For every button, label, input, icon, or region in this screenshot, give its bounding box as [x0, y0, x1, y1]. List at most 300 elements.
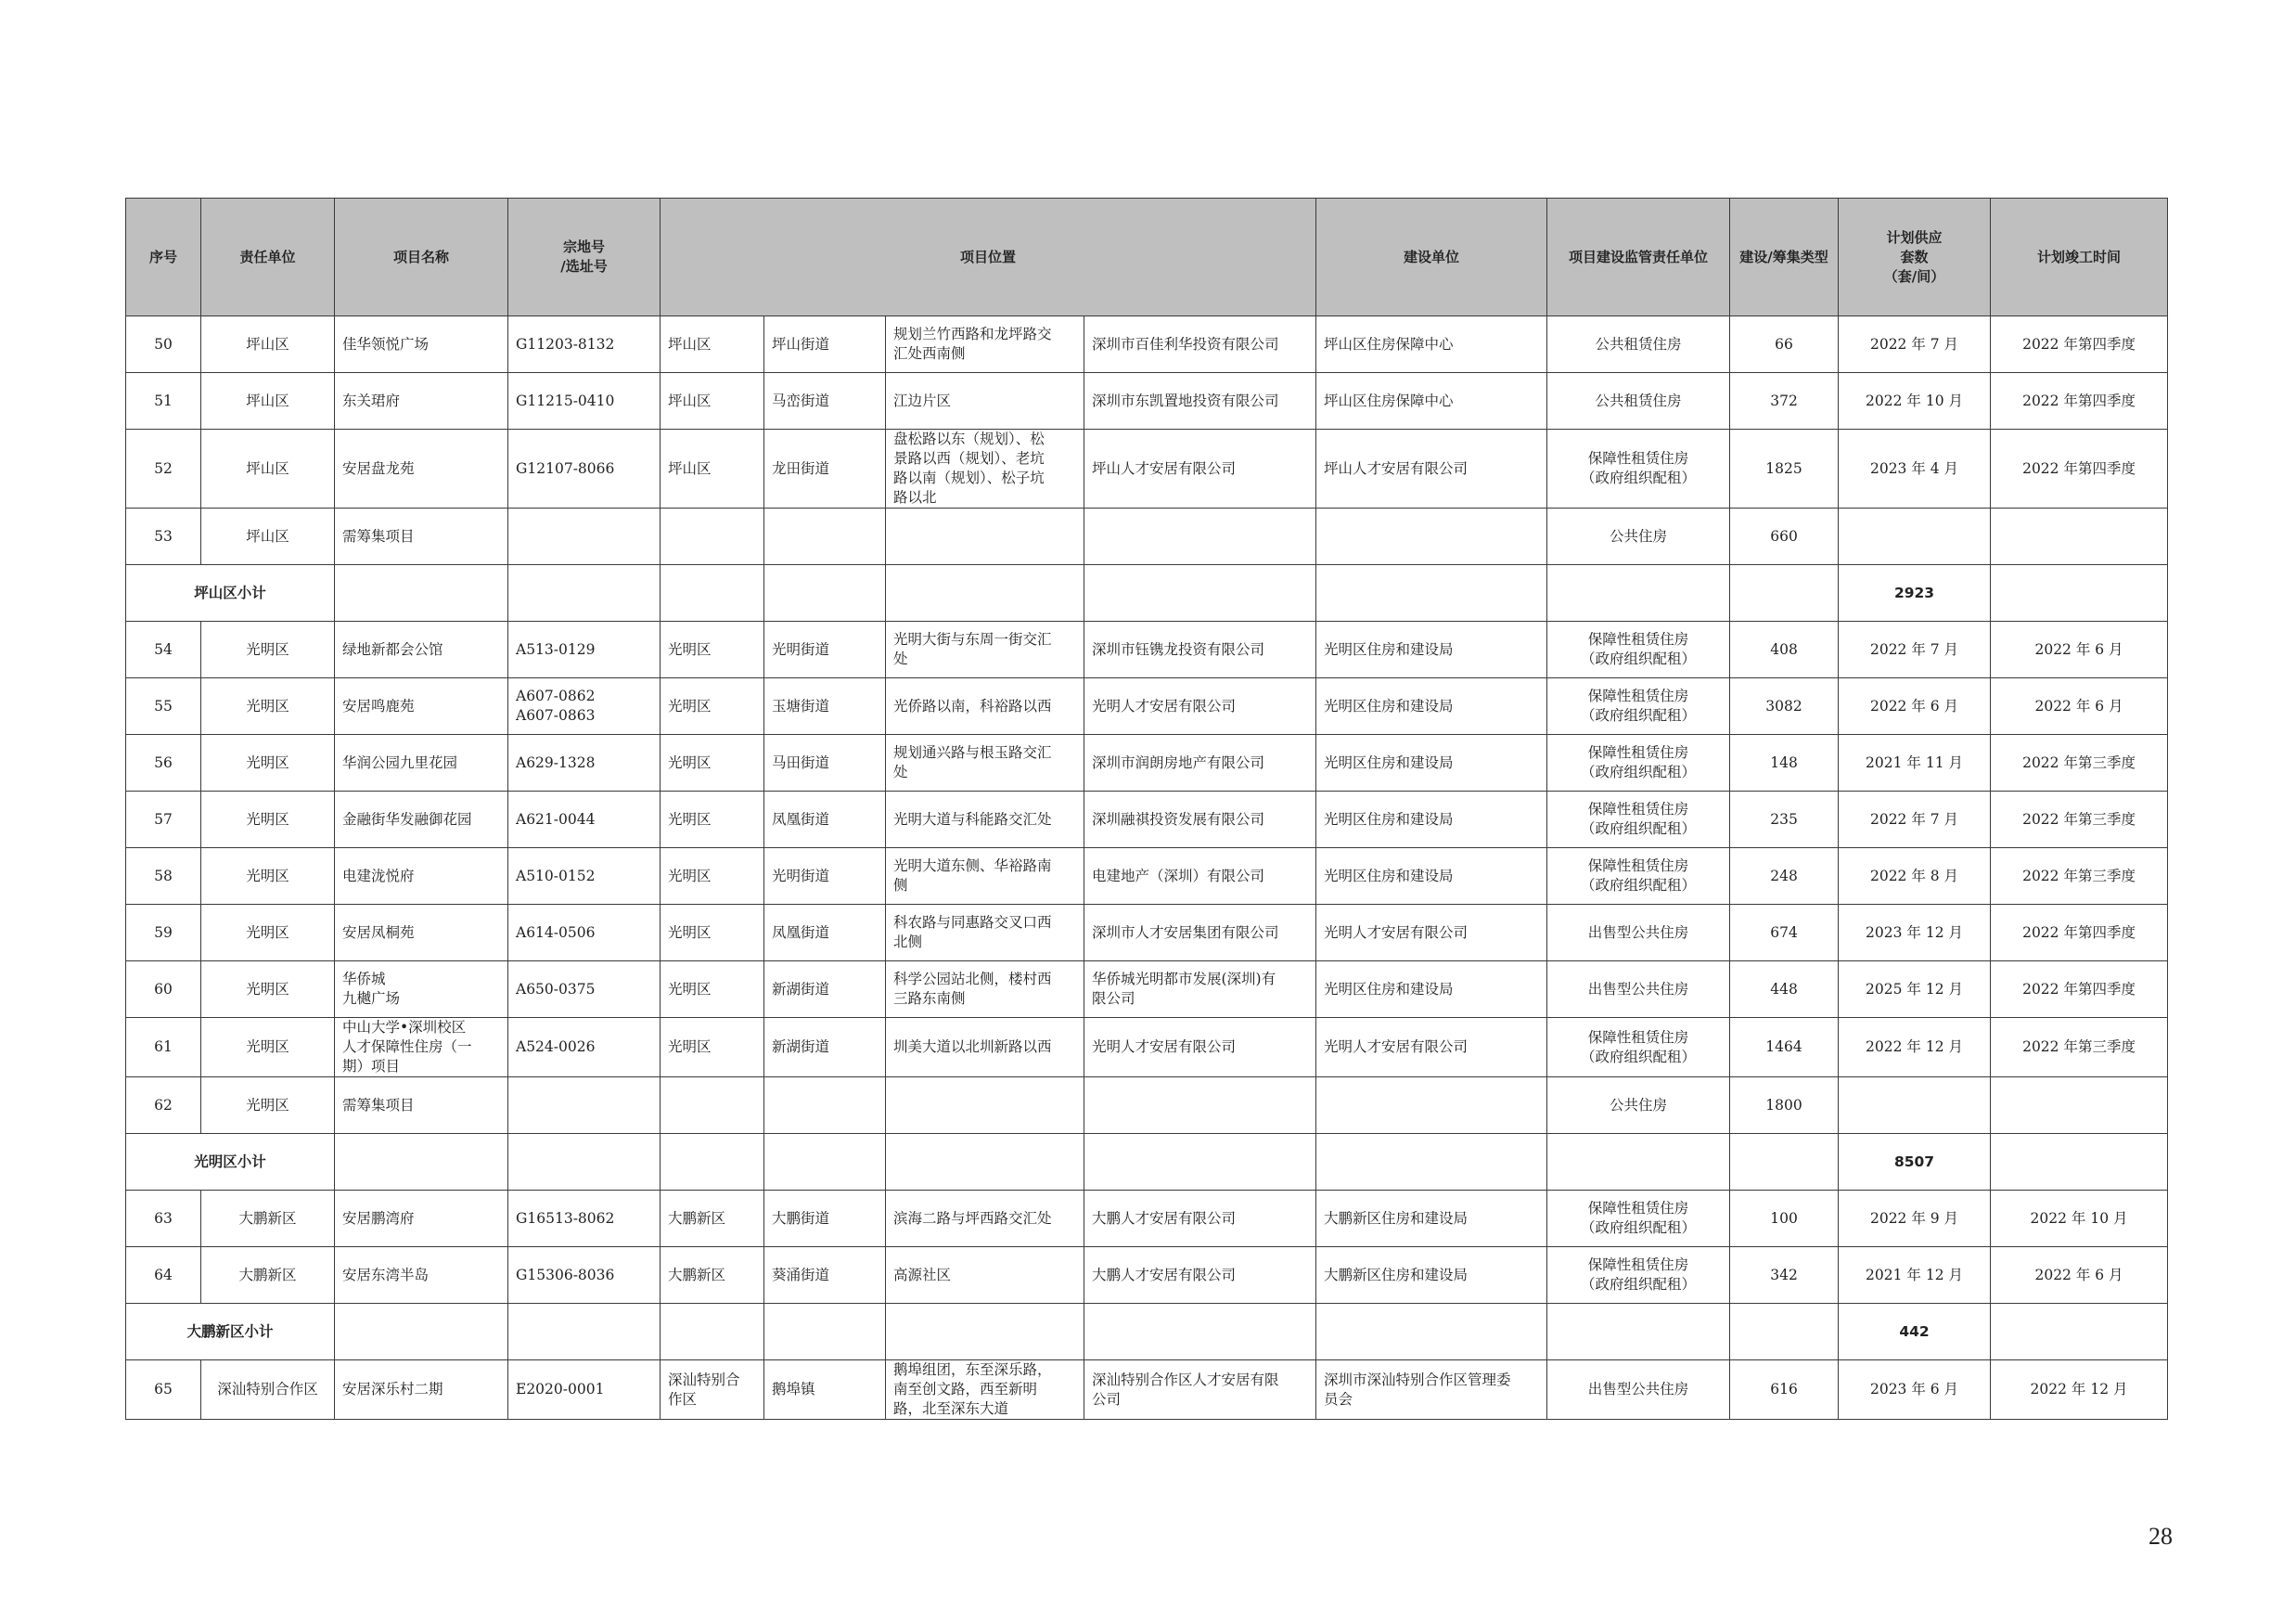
- cell-type: [1547, 1360, 1730, 1420]
- cell-supervisor: [1316, 1077, 1547, 1134]
- cell-supervisor-line: 坪山人才安居有限公司: [1324, 459, 1469, 477]
- cell-parcel-line: G16513-8062: [516, 1209, 615, 1227]
- cell-units: 3082: [1730, 678, 1839, 735]
- cell-type-line: 出售型公共住房: [1587, 980, 1689, 998]
- cell-street: [764, 509, 886, 565]
- empty-cell: [1084, 565, 1316, 622]
- cell-type: [1547, 1018, 1730, 1077]
- header-seq: 序号: [126, 199, 201, 316]
- cell-supply-time: 2022 年第四季度: [1991, 316, 2168, 373]
- cell-address-line: 路以南（规划）、松子坑: [893, 470, 1045, 486]
- cell-type: [1547, 316, 1730, 373]
- cell-supervisor: [1316, 961, 1547, 1018]
- cell-parcel-line: A629-1328: [516, 754, 596, 771]
- cell-builder: [1084, 1018, 1316, 1077]
- cell-street: 光明街道: [764, 622, 886, 678]
- cell-address: [886, 622, 1084, 678]
- cell-project: [335, 1360, 508, 1420]
- cell-supervisor: [1316, 373, 1547, 430]
- cell-supervisor-line: 大鹏新区住房和建设局: [1324, 1266, 1469, 1283]
- table-row: [126, 961, 2168, 1018]
- empty-cell: [508, 1134, 661, 1191]
- cell-supply-time: 2022 年 10 月: [1991, 1191, 2168, 1247]
- empty-cell: [1547, 565, 1730, 622]
- subtotal-label: 大鹏新区小计: [126, 1304, 335, 1360]
- cell-address-line: 北侧: [893, 934, 923, 950]
- cell-district: [661, 509, 764, 565]
- cell-completion: 2025 年 12 月: [1839, 961, 1991, 1018]
- cell-type-line: （政府组织配租）: [1581, 1276, 1697, 1293]
- cell-address: [886, 848, 1084, 905]
- cell-district: [661, 1018, 764, 1077]
- cell-street: 光明街道: [764, 848, 886, 905]
- cell-completion: 2023 年 12 月: [1839, 905, 1991, 961]
- cell-address-line: 科学公园站北侧，楼村西: [893, 971, 1052, 987]
- cell-type-line: （政府组织配租）: [1581, 470, 1697, 486]
- cell-unit: 大鹏新区: [201, 1191, 335, 1247]
- cell-address-line: 侧: [893, 877, 908, 894]
- cell-address: [886, 316, 1084, 373]
- empty-cell: [1316, 1304, 1547, 1360]
- cell-builder-line: 深圳市东凯置地投资有限公司: [1092, 392, 1279, 409]
- cell-supply-time: 2022 年 6 月: [1991, 622, 2168, 678]
- cell-seq: 54: [126, 622, 201, 678]
- cell-parcel: [508, 1191, 661, 1247]
- table-row: [126, 1247, 2168, 1304]
- cell-address: [886, 961, 1084, 1018]
- cell-project: [335, 373, 508, 430]
- cell-address: [886, 1247, 1084, 1304]
- cell-units: 1464: [1730, 1018, 1839, 1077]
- cell-units: 248: [1730, 848, 1839, 905]
- cell-district-line: 坪山区: [668, 459, 712, 477]
- cell-type: [1547, 622, 1730, 678]
- table-row: [126, 1018, 2168, 1077]
- cell-builder: [1084, 430, 1316, 509]
- table-row: [126, 622, 2168, 678]
- table-row: [126, 316, 2168, 373]
- cell-seq: 57: [126, 792, 201, 848]
- cell-project: [335, 1018, 508, 1077]
- cell-builder-line: 坪山人才安居有限公司: [1092, 459, 1237, 477]
- cell-address: [886, 1360, 1084, 1420]
- cell-unit: 坪山区: [201, 316, 335, 373]
- empty-cell: [1730, 1134, 1839, 1191]
- cell-district-line: 坪山区: [668, 335, 712, 353]
- cell-type-line: 公共住房: [1610, 1096, 1668, 1114]
- empty-cell: [886, 1304, 1084, 1360]
- cell-supply-time: 2022 年第四季度: [1991, 373, 2168, 430]
- cell-type: [1547, 430, 1730, 509]
- cell-parcel-line: A614-0506: [516, 923, 596, 941]
- cell-project: [335, 792, 508, 848]
- cell-project-line: 华侨城: [342, 971, 386, 987]
- cell-builder-line: 华侨城光明都市发展(深圳)有: [1092, 971, 1276, 987]
- table-row: [126, 430, 2168, 509]
- cell-completion: 2021 年 11 月: [1839, 735, 1991, 792]
- cell-supervisor-line: 光明区住房和建设局: [1324, 640, 1454, 658]
- empty-cell: [1991, 1134, 2168, 1191]
- empty-cell: [661, 565, 764, 622]
- cell-type: [1547, 678, 1730, 735]
- cell-address-line: 盘松路以东（规划）、松: [893, 431, 1045, 447]
- table-body: [126, 316, 2168, 1420]
- table-row: [126, 905, 2168, 961]
- cell-parcel: [508, 678, 661, 735]
- cell-address-line: 圳美大道以北圳新路以西: [893, 1038, 1052, 1055]
- cell-units: 342: [1730, 1247, 1839, 1304]
- cell-units: 616: [1730, 1360, 1839, 1420]
- empty-cell: [764, 1304, 886, 1360]
- cell-builder: [1084, 509, 1316, 565]
- cell-type-line: 公共租赁住房: [1595, 335, 1682, 353]
- cell-project: [335, 1191, 508, 1247]
- cell-supervisor: [1316, 1018, 1547, 1077]
- cell-builder: [1084, 1191, 1316, 1247]
- cell-supervisor: [1316, 848, 1547, 905]
- cell-units: 1800: [1730, 1077, 1839, 1134]
- cell-unit: 坪山区: [201, 430, 335, 509]
- empty-cell: [764, 565, 886, 622]
- cell-units: 372: [1730, 373, 1839, 430]
- cell-completion: 2023 年 6 月: [1839, 1360, 1991, 1420]
- empty-cell: [661, 1304, 764, 1360]
- cell-parcel-line: A524-0026: [516, 1038, 596, 1055]
- cell-units: 408: [1730, 622, 1839, 678]
- cell-type-line: （政府组织配租）: [1581, 1219, 1697, 1236]
- cell-seq: 50: [126, 316, 201, 373]
- cell-completion: 2022 年 7 月: [1839, 622, 1991, 678]
- cell-parcel: [508, 622, 661, 678]
- empty-cell: [1547, 1134, 1730, 1191]
- cell-supply-time: 2022 年第三季度: [1991, 848, 2168, 905]
- cell-builder: [1084, 622, 1316, 678]
- cell-address-line: 光侨路以南，科裕路以西: [893, 697, 1052, 715]
- cell-parcel: [508, 1247, 661, 1304]
- subtotal-row: [126, 1304, 2168, 1360]
- cell-project-line: 安居鸣鹿苑: [342, 697, 415, 715]
- cell-seq: 63: [126, 1191, 201, 1247]
- cell-project-line: 电建泷悦府: [342, 867, 415, 884]
- cell-type-line: （政府组织配租）: [1581, 820, 1697, 837]
- cell-builder-line: 大鹏人才安居有限公司: [1092, 1209, 1237, 1227]
- table-row: [126, 1360, 2168, 1420]
- cell-parcel: [508, 316, 661, 373]
- cell-district-line: 光明区: [668, 1038, 712, 1055]
- header-supply-line-3: （套/间）: [1883, 267, 1945, 285]
- cell-builder: [1084, 316, 1316, 373]
- empty-cell: [1316, 565, 1547, 622]
- table-row: [126, 678, 2168, 735]
- cell-parcel-line: G11203-8132: [516, 335, 615, 353]
- cell-builder: [1084, 792, 1316, 848]
- table-row: [126, 509, 2168, 565]
- cell-units: 1825: [1730, 430, 1839, 509]
- empty-cell: [1730, 565, 1839, 622]
- empty-cell: [508, 565, 661, 622]
- cell-project: [335, 735, 508, 792]
- cell-builder-line: 限公司: [1092, 990, 1135, 1007]
- cell-address-line: 规划兰竹西路和龙坪路交: [893, 326, 1052, 342]
- subtotal-units: 2923: [1839, 565, 1991, 622]
- cell-address: [886, 373, 1084, 430]
- cell-project: [335, 905, 508, 961]
- cell-district: [661, 1077, 764, 1134]
- cell-builder-line: 深圳市百佳利华投资有限公司: [1092, 335, 1279, 353]
- cell-parcel-line: G12107-8066: [516, 459, 615, 477]
- cell-parcel-line: A650-0375: [516, 980, 596, 998]
- cell-unit: 光明区: [201, 961, 335, 1018]
- cell-supervisor-line: 深圳市深汕特别合作区管理委: [1324, 1371, 1511, 1388]
- cell-type-line: 保障性租赁住房: [1587, 801, 1689, 818]
- cell-district-line: 光明区: [668, 754, 712, 771]
- cell-builder: [1084, 1360, 1316, 1420]
- cell-parcel-line: A607-0862: [516, 688, 596, 704]
- cell-unit: 光明区: [201, 1018, 335, 1077]
- cell-type-line: 公共住房: [1610, 527, 1668, 545]
- cell-supervisor-line: 光明区住房和建设局: [1324, 867, 1454, 884]
- cell-seq: 51: [126, 373, 201, 430]
- cell-type-line: 保障性租赁住房: [1587, 688, 1689, 704]
- cell-district: [661, 961, 764, 1018]
- cell-address-line: 汇处西南侧: [893, 345, 966, 362]
- cell-district: [661, 678, 764, 735]
- cell-supervisor: [1316, 792, 1547, 848]
- cell-supply-time: 2022 年第四季度: [1991, 430, 2168, 509]
- cell-district-line: 光明区: [668, 980, 712, 998]
- cell-supervisor: [1316, 509, 1547, 565]
- cell-completion: 2022 年 6 月: [1839, 678, 1991, 735]
- subtotal-label: 坪山区小计: [126, 565, 335, 622]
- cell-project-line: 期）项目: [342, 1058, 401, 1075]
- cell-project-line: 需筹集项目: [342, 527, 415, 545]
- cell-supply-time: 2022 年第四季度: [1991, 905, 2168, 961]
- cell-type-line: 保障性租赁住房: [1587, 1200, 1689, 1217]
- table-row: [126, 848, 2168, 905]
- cell-builder: [1084, 735, 1316, 792]
- cell-builder-line: 电建地产（深圳）有限公司: [1092, 867, 1265, 884]
- cell-parcel: [508, 430, 661, 509]
- cell-builder-line: 深汕特别合作区人才安居有限: [1092, 1371, 1279, 1388]
- cell-parcel: [508, 1077, 661, 1134]
- cell-district-line: 光明区: [668, 640, 712, 658]
- cell-district-line: 光明区: [668, 923, 712, 941]
- cell-parcel: [508, 735, 661, 792]
- cell-address-line: 鹅埠组团，东至深乐路，: [893, 1361, 1052, 1378]
- cell-type-line: 保障性租赁住房: [1587, 450, 1689, 467]
- cell-address-line: 江边片区: [893, 392, 952, 409]
- cell-parcel: [508, 792, 661, 848]
- cell-units: 660: [1730, 509, 1839, 565]
- cell-completion: [1839, 509, 1991, 565]
- cell-builder-line: 深圳融祺投资发展有限公司: [1092, 810, 1265, 828]
- cell-type: [1547, 1077, 1730, 1134]
- header-parcel-line-1: 宗地号: [562, 238, 605, 255]
- cell-district-line: 深汕特别合: [668, 1371, 740, 1388]
- cell-supply-time: [1991, 509, 2168, 565]
- cell-completion: 2023 年 4 月: [1839, 430, 1991, 509]
- cell-district-line: 坪山区: [668, 392, 712, 409]
- cell-seq: 56: [126, 735, 201, 792]
- cell-project-line: 安居鹏湾府: [342, 1209, 415, 1227]
- cell-district: [661, 848, 764, 905]
- cell-supervisor-line: 光明区住房和建设局: [1324, 754, 1454, 771]
- cell-builder: [1084, 961, 1316, 1018]
- cell-supervisor-line: 光明区住房和建设局: [1324, 810, 1454, 828]
- cell-project: [335, 848, 508, 905]
- cell-street: 马峦街道: [764, 373, 886, 430]
- cell-street: 大鹏街道: [764, 1191, 886, 1247]
- cell-type: [1547, 509, 1730, 565]
- cell-street: 葵涌街道: [764, 1247, 886, 1304]
- cell-district: [661, 316, 764, 373]
- cell-builder: [1084, 1247, 1316, 1304]
- cell-address: [886, 905, 1084, 961]
- cell-address-line: 南至创文路，西至新明: [893, 1381, 1038, 1398]
- empty-cell: [335, 1134, 508, 1191]
- cell-builder-line: 光明人才安居有限公司: [1092, 1038, 1237, 1055]
- cell-unit: 光明区: [201, 1077, 335, 1134]
- cell-seq: 58: [126, 848, 201, 905]
- cell-supervisor-line: 坪山区住房保障中心: [1324, 392, 1454, 409]
- cell-district-line: 光明区: [668, 867, 712, 884]
- cell-type-line: （政府组织配租）: [1581, 707, 1697, 724]
- cell-district: [661, 373, 764, 430]
- empty-cell: [1084, 1134, 1316, 1191]
- cell-units: 66: [1730, 316, 1839, 373]
- cell-type-line: 出售型公共住房: [1587, 1381, 1689, 1398]
- cell-address-line: 科农路与同惠路交叉口西: [893, 914, 1052, 931]
- cell-seq: 65: [126, 1360, 201, 1420]
- cell-district-line: 作区: [668, 1390, 698, 1408]
- empty-cell: [335, 565, 508, 622]
- cell-seq: 61: [126, 1018, 201, 1077]
- cell-project-line: 人才保障性住房（一: [342, 1038, 472, 1055]
- cell-parcel-line: E2020-0001: [516, 1381, 605, 1398]
- cell-builder-line: 深圳市润朗房地产有限公司: [1092, 754, 1265, 771]
- empty-cell: [1991, 565, 2168, 622]
- cell-seq: 62: [126, 1077, 201, 1134]
- header-builder: 建设单位: [1316, 199, 1547, 316]
- cell-unit: 光明区: [201, 678, 335, 735]
- cell-unit: 光明区: [201, 735, 335, 792]
- cell-district: [661, 735, 764, 792]
- cell-project-line: 安居盘龙苑: [342, 459, 415, 477]
- cell-address-line: 路以北: [893, 489, 937, 506]
- cell-address-line: 高源社区: [893, 1266, 952, 1283]
- header-project: 项目名称: [335, 199, 508, 316]
- cell-type: [1547, 792, 1730, 848]
- subtotal-label: 光明区小计: [126, 1134, 335, 1191]
- cell-type: [1547, 905, 1730, 961]
- cell-units: 448: [1730, 961, 1839, 1018]
- cell-district: [661, 1247, 764, 1304]
- cell-supervisor: [1316, 430, 1547, 509]
- cell-parcel: [508, 1360, 661, 1420]
- cell-seq: 64: [126, 1247, 201, 1304]
- cell-seq: 53: [126, 509, 201, 565]
- cell-address-line: 处: [893, 764, 908, 780]
- cell-completion: 2022 年 9 月: [1839, 1191, 1991, 1247]
- cell-supply-time: 2022 年 12 月: [1991, 1360, 2168, 1420]
- cell-supply-time: 2022 年第三季度: [1991, 735, 2168, 792]
- empty-cell: [764, 1134, 886, 1191]
- header-unit: 责任单位: [201, 199, 335, 316]
- cell-project: [335, 430, 508, 509]
- cell-type-line: （政府组织配租）: [1581, 877, 1697, 894]
- header-parcel: [508, 199, 661, 316]
- cell-supervisor-line: 光明人才安居有限公司: [1324, 1038, 1469, 1055]
- header-supply-line-1: 计划供应: [1886, 228, 1943, 246]
- cell-address-line: 规划通兴路与根玉路交汇: [893, 744, 1052, 761]
- cell-unit: 坪山区: [201, 373, 335, 430]
- cell-seq: 60: [126, 961, 201, 1018]
- header-completion: 计划竣工时间: [1991, 199, 2168, 316]
- empty-cell: [886, 565, 1084, 622]
- cell-builder-line: 深圳市钰镌龙投资有限公司: [1092, 640, 1265, 658]
- cell-project: [335, 622, 508, 678]
- cell-unit: 光明区: [201, 905, 335, 961]
- cell-parcel: [508, 905, 661, 961]
- cell-supervisor: [1316, 1247, 1547, 1304]
- table-header-row: [126, 199, 2168, 316]
- empty-cell: [661, 1134, 764, 1191]
- cell-units: 674: [1730, 905, 1839, 961]
- empty-cell: [886, 1134, 1084, 1191]
- cell-parcel: [508, 848, 661, 905]
- cell-address: [886, 1077, 1084, 1134]
- empty-cell: [1084, 1304, 1316, 1360]
- cell-district: [661, 792, 764, 848]
- cell-project-line: 安居深乐村二期: [342, 1381, 443, 1398]
- cell-builder-line: 光明人才安居有限公司: [1092, 697, 1237, 715]
- cell-parcel-line: A607-0863: [516, 707, 596, 724]
- cell-street: 凤凰街道: [764, 905, 886, 961]
- cell-district: [661, 622, 764, 678]
- cell-supervisor-line: 坪山区住房保障中心: [1324, 335, 1454, 353]
- cell-parcel-line: G15306-8036: [516, 1266, 615, 1283]
- cell-project-line: 需筹集项目: [342, 1096, 415, 1114]
- cell-type-line: （政府组织配租）: [1581, 650, 1697, 667]
- cell-district: [661, 905, 764, 961]
- cell-supervisor: [1316, 622, 1547, 678]
- cell-supervisor: [1316, 1191, 1547, 1247]
- cell-supply-time: [1991, 1077, 2168, 1134]
- cell-project-line: 东关珺府: [342, 392, 401, 409]
- cell-parcel: [508, 373, 661, 430]
- cell-parcel-line: A510-0152: [516, 867, 596, 884]
- subtotal-row: [126, 1134, 2168, 1191]
- empty-cell: [1991, 1304, 2168, 1360]
- cell-supervisor: [1316, 1360, 1547, 1420]
- cell-supply-time: 2022 年第四季度: [1991, 961, 2168, 1018]
- empty-cell: [1316, 1134, 1547, 1191]
- cell-seq: 59: [126, 905, 201, 961]
- subtotal-row: [126, 565, 2168, 622]
- cell-street: 龙田街道: [764, 430, 886, 509]
- cell-unit: 光明区: [201, 622, 335, 678]
- cell-district: [661, 1360, 764, 1420]
- cell-supply-time: 2022 年第三季度: [1991, 792, 2168, 848]
- cell-project-line: 绿地新都会公馆: [342, 640, 443, 658]
- cell-supervisor-line: 大鹏新区住房和建设局: [1324, 1209, 1469, 1227]
- header-supervisor: 项目建设监管责任单位: [1547, 199, 1730, 316]
- cell-builder: [1084, 1077, 1316, 1134]
- header-location: 项目位置: [661, 199, 1316, 316]
- cell-completion: 2022 年 7 月: [1839, 792, 1991, 848]
- cell-district-line: 光明区: [668, 697, 712, 715]
- cell-builder: [1084, 905, 1316, 961]
